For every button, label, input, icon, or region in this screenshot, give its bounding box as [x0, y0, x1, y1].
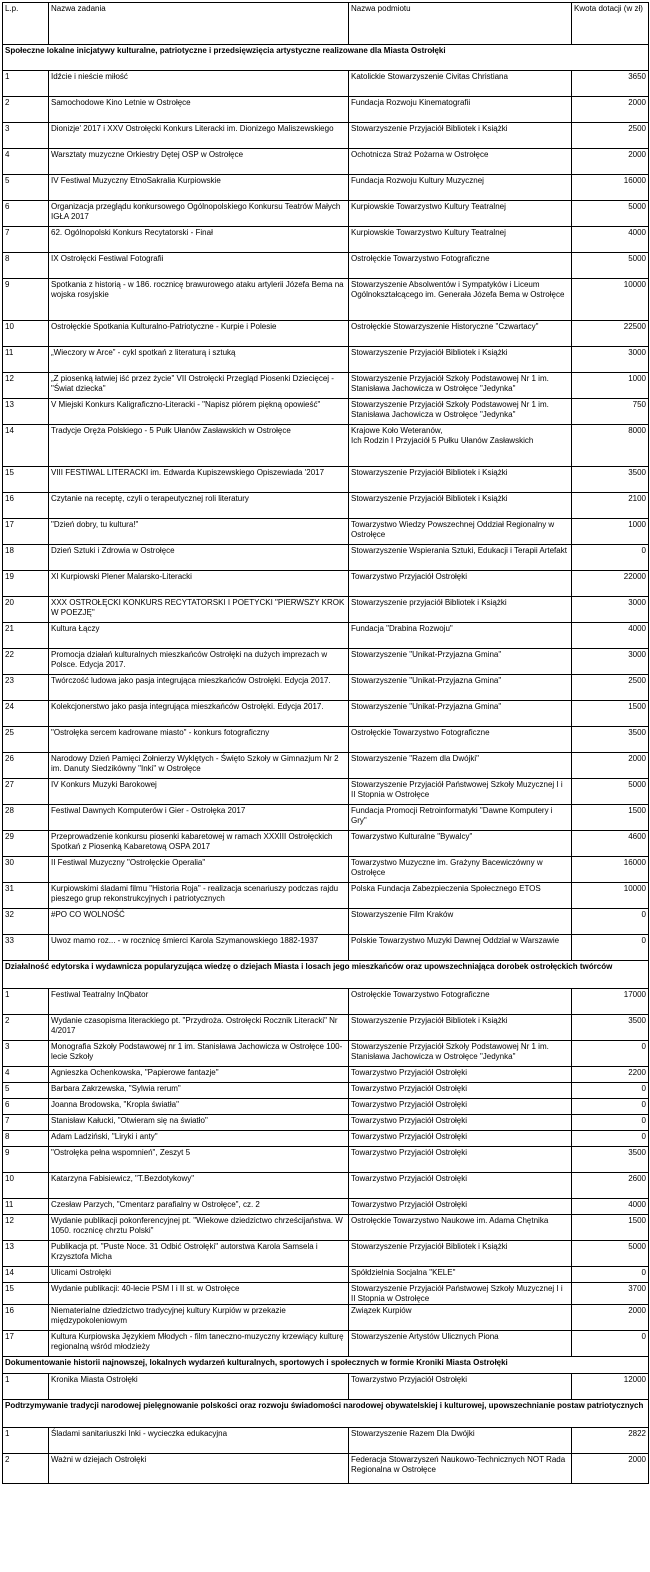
cell-amount: 10000 — [572, 883, 649, 909]
cell-task: Warsztaty muzyczne Orkiestry Dętej OSP w Ostrołęce — [49, 149, 349, 175]
cell-entity: Stowarzyszenie Przyjaciół Bibliotek i Książki — [349, 1015, 572, 1041]
cell-task: XI Kurpiowski Plener Malarsko-Literacki — [49, 571, 349, 597]
table-row — [3, 425, 649, 467]
cell-amount: 10000 — [572, 279, 649, 321]
table-row — [3, 1305, 649, 1331]
cell-amount: 5000 — [572, 779, 649, 805]
cell-task: Ważni w dziejach Ostrołęki — [49, 1454, 349, 1484]
cell-amount: 2500 — [572, 123, 649, 149]
cell-amount: 0 — [572, 1099, 649, 1115]
cell-amount: 0 — [572, 935, 649, 961]
cell-lp: 1 — [3, 989, 49, 1015]
section-row — [3, 45, 649, 71]
cell-entity: Stowarzyszenie Wspierania Sztuki, Edukacji i Terapii Artefakt — [349, 545, 572, 571]
cell-lp: 14 — [3, 425, 49, 467]
table-row — [3, 493, 649, 519]
cell-entity: Stowarzyszenie "Unikat-Przyjazna Gmina" — [349, 701, 572, 727]
table-row — [3, 1067, 649, 1083]
cell-entity: Krajowe Koło Weteranów, Ich Rodzin I Przyjaciół 5 Pułku Ułanów Zasławskich — [349, 425, 572, 467]
cell-lp: 11 — [3, 1199, 49, 1215]
cell-amount: 3500 — [572, 1015, 649, 1041]
table-row — [3, 1428, 649, 1454]
cell-amount: 0 — [572, 1115, 649, 1131]
cell-lp: 20 — [3, 597, 49, 623]
cell-task: Kolekcjonerstwo jako pasja integrująca mieszkańców Ostrołęki. Edycja 2017. — [49, 701, 349, 727]
cell-task: Agnieszka Ochenkowska, "Papierowe fantazje" — [49, 1067, 349, 1083]
table-row — [3, 727, 649, 753]
cell-amount: 8000 — [572, 425, 649, 467]
cell-task: IV Konkurs Muzyki Barokowej — [49, 779, 349, 805]
cell-amount: 4600 — [572, 831, 649, 857]
cell-entity: Towarzystwo Wiedzy Powszechnej Oddział Regionalny w Ostrołęce — [349, 519, 572, 545]
cell-task: Wydanie czasopisma literackiego pt. "Przydroża. Ostrołęcki Rocznik Literacki" Nr 4/2017 — [49, 1015, 349, 1041]
table-row — [3, 649, 649, 675]
cell-entity: Towarzystwo Przyjaciół Ostrołęki — [349, 1099, 572, 1115]
cell-amount: 2000 — [572, 97, 649, 123]
cell-amount: 0 — [572, 909, 649, 935]
table-row — [3, 1283, 649, 1305]
cell-entity: Towarzystwo Przyjaciół Ostrołęki — [349, 1131, 572, 1147]
table-row — [3, 1241, 649, 1267]
cell-entity: Stowarzyszenie Przyjaciół Szkoły Podstawowej Nr 1 im. Stanisława Jachowicza w Ostrołęce "Jedynka" — [349, 1041, 572, 1067]
cell-entity: Towarzystwo Przyjaciół Ostrołęki — [349, 1147, 572, 1173]
cell-amount: 3700 — [572, 1283, 649, 1305]
table-row — [3, 373, 649, 399]
cell-amount: 3000 — [572, 597, 649, 623]
cell-lp: 8 — [3, 253, 49, 279]
cell-entity: Fundacja "Drabina Rozwoju" — [349, 623, 572, 649]
cell-task: Czytanie na receptę, czyli o terapeutycznej roli literatury — [49, 493, 349, 519]
cell-task: #PO CO WOLNOŚĆ — [49, 909, 349, 935]
cell-task: IX Ostrołęcki Festiwal Fotografii — [49, 253, 349, 279]
cell-lp: 7 — [3, 227, 49, 253]
cell-amount: 1000 — [572, 373, 649, 399]
cell-entity: Polska Fundacja Zabezpieczenia Społecznego ETOS — [349, 883, 572, 909]
cell-lp: 1 — [3, 1428, 49, 1454]
cell-task: Festiwal Dawnych Komputerów i Gier - Ostrołęka 2017 — [49, 805, 349, 831]
table-row — [3, 201, 649, 227]
cell-amount: 4000 — [572, 227, 649, 253]
cell-entity: Ostrołęckie Towarzystwo Fotograficzne — [349, 727, 572, 753]
cell-task: Spotkania z historią - w 186. rocznicę brawurowego ataku artylerii Józefa Bema na wojska rosyjskie — [49, 279, 349, 321]
cell-lp: 3 — [3, 1041, 49, 1067]
cell-lp: 33 — [3, 935, 49, 961]
cell-task: VIII FESTIWAL LITERACKI im. Edwarda Kupiszewskiego Opiszewiada '2017 — [49, 467, 349, 493]
cell-amount: 16000 — [572, 175, 649, 201]
cell-lp: 15 — [3, 1283, 49, 1305]
cell-entity: Stowarzyszenie Przyjaciół Szkoły Podstawowej Nr 1 im. Stanisława Jachowicza w Ostrołęce "Jedynka" — [349, 399, 572, 425]
cell-lp: 14 — [3, 1267, 49, 1283]
cell-entity: Stowarzyszenie Przyjaciół Bibliotek i Książki — [349, 1241, 572, 1267]
cell-entity: Stowarzyszenie Artystów Ulicznych Piona — [349, 1331, 572, 1357]
cell-amount: 0 — [572, 1267, 649, 1283]
table-row — [3, 935, 649, 961]
cell-entity: Towarzystwo Przyjaciół Ostrołęki — [349, 1199, 572, 1215]
cell-task: Organizacja przeglądu konkursowego Ogólnopolskiego Konkursu Teatrów Małych IGŁA 2017 — [49, 201, 349, 227]
cell-entity: Stowarzyszenie "Razem dla Dwójki" — [349, 753, 572, 779]
header-entity: Nazwa podmiotu — [349, 3, 572, 45]
cell-task: IV Festiwal Muzyczny EtnoSakralia Kurpiowskie — [49, 175, 349, 201]
cell-task: II Festiwal Muzyczny "Ostrołęckie Operalia" — [49, 857, 349, 883]
cell-lp: 22 — [3, 649, 49, 675]
cell-lp: 4 — [3, 149, 49, 175]
cell-amount: 3000 — [572, 347, 649, 373]
cell-task: „Z piosenką łatwiej iść przez życie" VII Ostrołęcki Przegląd Piosenki Dziecięcej - "Świat dziecka" — [49, 373, 349, 399]
cell-entity: Stowarzyszenie przyjaciół Bibliotek i Książki — [349, 597, 572, 623]
table-row — [3, 149, 649, 175]
cell-amount: 17000 — [572, 989, 649, 1015]
table-row — [3, 1267, 649, 1283]
cell-lp: 16 — [3, 493, 49, 519]
cell-task: Narodowy Dzień Pamięci Żołnierzy Wyklętych - Święto Szkoły w Gimnazjum Nr 2 im. Danuty Siedzikówny "Inki" w Ostrołęce — [49, 753, 349, 779]
cell-entity: Towarzystwo Przyjaciół Ostrołęki — [349, 1173, 572, 1199]
cell-lp: 6 — [3, 1099, 49, 1115]
cell-entity: Towarzystwo Kulturalne "Bywalcy" — [349, 831, 572, 857]
cell-entity: Stowarzyszenie Przyjaciół Bibliotek i Książki — [349, 347, 572, 373]
cell-task: „Wieczory w Arce” - cykl spotkań z literaturą i sztuką — [49, 347, 349, 373]
table-row — [3, 1131, 649, 1147]
cell-lp: 21 — [3, 623, 49, 649]
cell-lp: 23 — [3, 675, 49, 701]
table-row — [3, 123, 649, 149]
header-row — [3, 3, 649, 45]
cell-entity: Towarzystwo Przyjaciół Ostrołęki — [349, 1083, 572, 1099]
cell-task: Promocja działań kulturalnych mieszkańców Ostrołęki na dużych imprezach w Polsce. Edycja 2017. — [49, 649, 349, 675]
table-row — [3, 1173, 649, 1199]
table-row — [3, 909, 649, 935]
cell-entity: Stowarzyszenie Absolwentów i Sympatyków i Liceum Ogólnokształcącego im. Generała Józefa Bema w Ostrołęce — [349, 279, 572, 321]
cell-task: Kultura Kurpiowska Językiem Młodych - film taneczno-muzyczny krzewiący kulturę regionalną wśród młodzieży — [49, 1331, 349, 1357]
cell-task: Barbara Zakrzewska, "Sylwia rerum" — [49, 1083, 349, 1099]
table-row — [3, 597, 649, 623]
cell-entity: Towarzystwo Przyjaciół Ostrołęki — [349, 571, 572, 597]
cell-task: 62. Ogólnopolski Konkurs Recytatorski - Finał — [49, 227, 349, 253]
cell-lp: 12 — [3, 373, 49, 399]
cell-amount: 2822 — [572, 1428, 649, 1454]
cell-task: "Ostrołęka pełna wspomnień", Zeszyt 5 — [49, 1147, 349, 1173]
section-row — [3, 1357, 649, 1374]
cell-amount: 3000 — [572, 649, 649, 675]
cell-amount: 2000 — [572, 753, 649, 779]
header-amount: Kwota dotacji (w zł) — [572, 3, 649, 45]
cell-task: Tradycje Oręża Polskiego - 5 Pułk Ułanów Zasławskich w Ostrołęce — [49, 425, 349, 467]
cell-lp: 9 — [3, 1147, 49, 1173]
cell-task: Publikacja pt. "Puste Noce. 31 Odbić Ostrołęki" autorstwa Karola Samsela i Krzysztofa Micha — [49, 1241, 349, 1267]
cell-entity: Spółdzielnia Socjalna "KELE" — [349, 1267, 572, 1283]
cell-amount: 1500 — [572, 701, 649, 727]
cell-task: Kronika Miasta Ostrołęki — [49, 1374, 349, 1400]
cell-lp: 7 — [3, 1115, 49, 1131]
cell-task: Uwoz mamo roz... - w rocznicę śmierci Karola Szymanowskiego 1882-1937 — [49, 935, 349, 961]
cell-task: Wydanie publikacji pokonferencyjnej pt. "Wiekowe dziedzictwo chrześcijaństwa. W 1050. rocznicę chrztu Polski" — [49, 1215, 349, 1241]
cell-amount: 5000 — [572, 1241, 649, 1267]
cell-entity: Ostrołęckie Towarzystwo Naukowe im. Adama Chętnika — [349, 1215, 572, 1241]
cell-amount: 2200 — [572, 1067, 649, 1083]
cell-entity: Stowarzyszenie Przyjaciół Szkoły Podstawowej Nr 1 im. Stanisława Jachowicza w Ostrołęce "Jedynka" — [349, 373, 572, 399]
cell-lp: 27 — [3, 779, 49, 805]
table-row — [3, 1147, 649, 1173]
cell-amount: 1500 — [572, 1215, 649, 1241]
cell-task: "Dzień dobry, tu kultura!" — [49, 519, 349, 545]
cell-amount: 3650 — [572, 71, 649, 97]
cell-task: Stanisław Kałucki, "Otwieram się na światło" — [49, 1115, 349, 1131]
cell-entity: Kurpiowskie Towarzystwo Kultury Teatralnej — [349, 201, 572, 227]
cell-amount: 5000 — [572, 253, 649, 279]
cell-amount: 0 — [572, 1131, 649, 1147]
table-row — [3, 1374, 649, 1400]
table-row — [3, 571, 649, 597]
table-row — [3, 675, 649, 701]
cell-entity: Katolickie Stowarzyszenie Civitas Christiana — [349, 71, 572, 97]
cell-lp: 16 — [3, 1305, 49, 1331]
cell-lp: 12 — [3, 1215, 49, 1241]
cell-task: Twórczość ludowa jako pasja integrująca mieszkańców Ostrołęki. Edycja 2017. — [49, 675, 349, 701]
table-row — [3, 1083, 649, 1099]
cell-amount: 0 — [572, 1041, 649, 1067]
cell-lp: 30 — [3, 857, 49, 883]
cell-amount: 16000 — [572, 857, 649, 883]
table-row — [3, 71, 649, 97]
header-task: Nazwa zadania — [49, 3, 349, 45]
section-title: Podtrzymywanie tradycji narodowej pielęgnowanie polskości oraz rozwoju świadomości narodowej obywatelskiej i kulturowej, upowszechnianie postaw patriotycznych — [3, 1400, 649, 1428]
table-row — [3, 253, 649, 279]
cell-lp: 11 — [3, 347, 49, 373]
cell-amount: 0 — [572, 1083, 649, 1099]
cell-task: Adam Ladziński, "Liryki i anty" — [49, 1131, 349, 1147]
table-row — [3, 175, 649, 201]
cell-entity: Stowarzyszenie Film Kraków — [349, 909, 572, 935]
cell-lp: 10 — [3, 1173, 49, 1199]
cell-lp: 18 — [3, 545, 49, 571]
cell-task: Ulicami Ostrołęki — [49, 1267, 349, 1283]
cell-lp: 3 — [3, 123, 49, 149]
table-row — [3, 399, 649, 425]
cell-task: Samochodowe Kino Letnie w Ostrołęce — [49, 97, 349, 123]
cell-amount: 2000 — [572, 1454, 649, 1484]
cell-lp: 2 — [3, 1454, 49, 1484]
cell-lp: 13 — [3, 1241, 49, 1267]
table-row — [3, 519, 649, 545]
table-row — [3, 227, 649, 253]
cell-amount: 0 — [572, 545, 649, 571]
cell-amount: 12000 — [572, 1374, 649, 1400]
table-row — [3, 989, 649, 1015]
cell-task: Wydanie publikacji: 40-lecie PSM I i II st. w Ostrołęce — [49, 1283, 349, 1305]
cell-lp: 13 — [3, 399, 49, 425]
section-title: Społeczne lokalne inicjatywy kulturalne, patriotyczne i przedsięwzięcia artystyczne realizowane dla Miasta Ostrołęki — [3, 45, 649, 71]
cell-entity: Ostrołęckie Towarzystwo Fotograficzne — [349, 989, 572, 1015]
cell-task: Czesław Parzych, "Cmentarz parafialny w Ostrołęce", cz. 2 — [49, 1199, 349, 1215]
cell-amount: 0 — [572, 1331, 649, 1357]
table-row — [3, 857, 649, 883]
cell-amount: 3500 — [572, 467, 649, 493]
cell-lp: 26 — [3, 753, 49, 779]
cell-lp: 1 — [3, 71, 49, 97]
cell-entity: Stowarzyszenie Przyjaciół Bibliotek i Książki — [349, 493, 572, 519]
cell-entity: Towarzystwo Przyjaciół Ostrołęki — [349, 1374, 572, 1400]
cell-lp: 19 — [3, 571, 49, 597]
cell-entity: Ostrołęckie Towarzystwo Fotograficzne — [349, 253, 572, 279]
section-row — [3, 1400, 649, 1428]
cell-amount: 2100 — [572, 493, 649, 519]
cell-lp: 32 — [3, 909, 49, 935]
cell-task: Przeprowadzenie konkursu piosenki kabaretowej w ramach XXXIII Ostrołęckich Spotkań z Piosenką Kabaretową OSPA 2017 — [49, 831, 349, 857]
cell-entity: Towarzystwo Muzyczne im. Grażyny Bacewiczówny w Ostrołęce — [349, 857, 572, 883]
cell-entity: Kurpiowskie Towarzystwo Kultury Teatralnej — [349, 227, 572, 253]
cell-amount: 2600 — [572, 1173, 649, 1199]
cell-lp: 25 — [3, 727, 49, 753]
table-row — [3, 623, 649, 649]
cell-entity: Towarzystwo Przyjaciół Ostrołęki — [349, 1067, 572, 1083]
cell-amount: 2000 — [572, 149, 649, 175]
table-row — [3, 805, 649, 831]
cell-lp: 24 — [3, 701, 49, 727]
table-row — [3, 883, 649, 909]
cell-task: Katarzyna Fabisiewicz, "T.Bezdotykowy" — [49, 1173, 349, 1199]
cell-amount: 1500 — [572, 805, 649, 831]
cell-amount: 22500 — [572, 321, 649, 347]
cell-lp: 28 — [3, 805, 49, 831]
cell-task: Dionizje' 2017 i XXV Ostrołęcki Konkurs Literacki im. Dionizego Maliszewskiego — [49, 123, 349, 149]
cell-lp: 17 — [3, 1331, 49, 1357]
cell-lp: 2 — [3, 97, 49, 123]
cell-lp: 8 — [3, 1131, 49, 1147]
grants-table — [2, 2, 649, 1484]
cell-amount: 1000 — [572, 519, 649, 545]
cell-task: Festiwal Teatralny InQbator — [49, 989, 349, 1015]
cell-task: Niematerialne dziedzictwo tradycyjnej kultury Kurpiów w przekazie międzypokoleniowym — [49, 1305, 349, 1331]
table-row — [3, 753, 649, 779]
table-row — [3, 347, 649, 373]
cell-amount: 750 — [572, 399, 649, 425]
cell-entity: Stowarzyszenie Przyjaciół Bibliotek i Książki — [349, 467, 572, 493]
table-row — [3, 831, 649, 857]
table-row — [3, 1199, 649, 1215]
cell-entity: Stowarzyszenie "Unikat-Przyjazna Gmina" — [349, 649, 572, 675]
cell-lp: 1 — [3, 1374, 49, 1400]
cell-lp: 5 — [3, 175, 49, 201]
section-row — [3, 961, 649, 989]
cell-lp: 17 — [3, 519, 49, 545]
cell-task: Monografia Szkoły Podstawowej nr 1 im. Stanisława Jachowicza w Ostrołęce 100-lecie Szkoły — [49, 1041, 349, 1067]
cell-task: "Ostrołęka sercem kadrowane miasto" - konkurs fotograficzny — [49, 727, 349, 753]
cell-entity: Stowarzyszenie Przyjaciół Bibliotek i Książki — [349, 123, 572, 149]
cell-entity: Związek Kurpiów — [349, 1305, 572, 1331]
cell-task: Joanna Brodowska, "Kropla światła" — [49, 1099, 349, 1115]
cell-lp: 4 — [3, 1067, 49, 1083]
cell-amount: 2500 — [572, 675, 649, 701]
table-row — [3, 1215, 649, 1241]
cell-lp: 31 — [3, 883, 49, 909]
cell-entity: Ostrołęckie Stowarzyszenie Historyczne "Czwartacy" — [349, 321, 572, 347]
cell-amount: 3500 — [572, 727, 649, 753]
cell-task: Idźcie i nieście miłość — [49, 71, 349, 97]
cell-amount: 2000 — [572, 1305, 649, 1331]
cell-lp: 15 — [3, 467, 49, 493]
cell-entity: Stowarzyszenie Razem Dla Dwójki — [349, 1428, 572, 1454]
cell-lp: 5 — [3, 1083, 49, 1099]
cell-task: XXX OSTROŁĘCKI KONKURS RECYTATORSKI I POETYCKI "PIERWSZY KROK W POEZJĘ" — [49, 597, 349, 623]
cell-lp: 9 — [3, 279, 49, 321]
cell-lp: 29 — [3, 831, 49, 857]
section-title: Dokumentowanie historii najnowszej, lokalnych wydarzeń kulturalnych, sportowych i społecznych w formie Kroniki Miasta Ostrołęki — [3, 1357, 649, 1374]
table-row — [3, 545, 649, 571]
table-row — [3, 1115, 649, 1131]
table-row — [3, 97, 649, 123]
cell-entity: Towarzystwo Przyjaciół Ostrołęki — [349, 1115, 572, 1131]
cell-amount: 4000 — [572, 623, 649, 649]
cell-entity: Fundacja Rozwoju Kinematografii — [349, 97, 572, 123]
table-body — [3, 45, 649, 1484]
cell-task: Kultura Łączy — [49, 623, 349, 649]
table-row — [3, 1015, 649, 1041]
cell-entity: Stowarzyszenie Przyjaciół Państwowej Szkoły Muzycznej I i II Stopnia w Ostrołęce — [349, 779, 572, 805]
cell-lp: 6 — [3, 201, 49, 227]
cell-amount: 3500 — [572, 1147, 649, 1173]
cell-entity: Ochotnicza Straż Pożarna w Ostrołęce — [349, 149, 572, 175]
cell-amount: 5000 — [572, 201, 649, 227]
cell-lp: 2 — [3, 1015, 49, 1041]
cell-amount: 22000 — [572, 571, 649, 597]
cell-task: Dzień Sztuki i Zdrowia w Ostrołęce — [49, 545, 349, 571]
table-row — [3, 321, 649, 347]
cell-entity: Fundacja Promocji Retroinformatyki "Dawne Komputery i Gry" — [349, 805, 572, 831]
cell-task: Kurpiowskimi śladami filmu "Historia Roja" - realizacja scenariuszy podczas rajdu pieszego grup rekonstrukcyjnych i patriotycznych — [49, 883, 349, 909]
section-title: Działalność edytorska i wydawnicza popularyzująca wiedzę o dziejach Miasta i losach jego mieszkańców oraz upowszechniająca dorobek ostrołęckich twórców — [3, 961, 649, 989]
cell-entity: Stowarzyszenie "Unikat-Przyjazna Gmina" — [349, 675, 572, 701]
table-row — [3, 701, 649, 727]
header-lp: L.p. — [3, 3, 49, 45]
table-row — [3, 1454, 649, 1484]
cell-entity: Stowarzyszenie Przyjaciół Państwowej Szkoły Muzycznej I i II Stopnia w Ostrołęce — [349, 1283, 572, 1305]
table-row — [3, 779, 649, 805]
cell-entity: Fundacja Rozwoju Kultury Muzycznej — [349, 175, 572, 201]
cell-task: Śladami sanitariuszki Inki - wycieczka edukacyjna — [49, 1428, 349, 1454]
table-row — [3, 1041, 649, 1067]
cell-entity: Federacja Stowarzyszeń Naukowo-Technicznych NOT Rada Regionalna w Ostrołęce — [349, 1454, 572, 1484]
cell-task: V Miejski Konkurs Kaligraficzno-Literacki - "Napisz piórem piękną opowieść" — [49, 399, 349, 425]
table-row — [3, 1331, 649, 1357]
table-row — [3, 467, 649, 493]
cell-task: Ostrołęckie Spotkania Kulturalno-Patriotyczne - Kurpie i Polesie — [49, 321, 349, 347]
cell-entity: Polskie Towarzystwo Muzyki Dawnej Oddział w Warszawie — [349, 935, 572, 961]
cell-amount: 4000 — [572, 1199, 649, 1215]
table-row — [3, 1099, 649, 1115]
table-row — [3, 279, 649, 321]
cell-lp: 10 — [3, 321, 49, 347]
